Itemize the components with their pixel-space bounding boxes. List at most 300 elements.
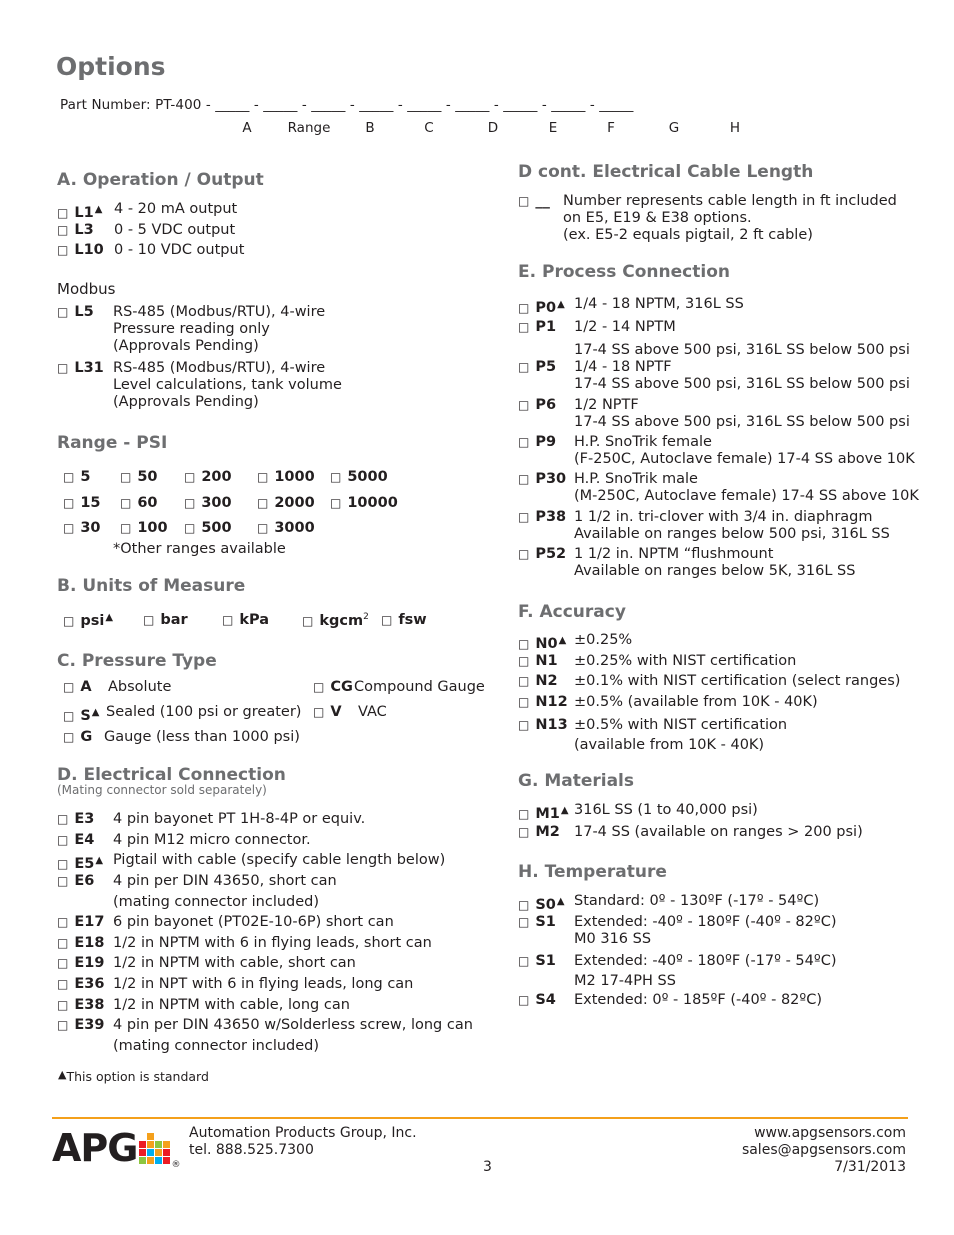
- option-row: [63, 704, 301, 725]
- checkbox-icon[interactable]: □: [120, 470, 132, 484]
- range-value: 500: [201, 520, 232, 536]
- option-desc: 1/2 in NPTM with cable, long can: [113, 997, 350, 1013]
- option-row: [518, 992, 822, 1009]
- option-label: [57, 242, 114, 259]
- option-row: [518, 914, 836, 948]
- checkbox-icon[interactable]: □: [184, 496, 196, 510]
- checkbox-icon[interactable]: □: [518, 954, 530, 968]
- footer-contact-block: [742, 1125, 906, 1176]
- section-title-cable: D cont. Electrical Cable Length: [518, 162, 814, 182]
- option-label: [518, 434, 574, 468]
- section-title-units: B. Units of Measure: [57, 576, 246, 596]
- range-value: 5: [80, 469, 91, 485]
- option-row: [518, 715, 787, 755]
- option-desc: ±0.5% (available from 10K - 40K): [574, 694, 818, 710]
- standard-option-icon: ▲: [560, 805, 569, 816]
- option-label: [518, 546, 574, 580]
- option-row: [518, 893, 819, 914]
- checkbox-icon[interactable]: □: [518, 194, 530, 208]
- range-option: [63, 495, 101, 511]
- unit-option: [143, 612, 188, 628]
- option-row: [313, 704, 387, 721]
- option-label: [313, 704, 358, 721]
- option-desc: 4 pin M12 micro connector.: [113, 832, 311, 848]
- section-title-materials: G. Materials: [518, 771, 635, 791]
- standard-option-icon: ▲: [557, 299, 565, 310]
- checkbox-icon[interactable]: □: [222, 613, 234, 627]
- option-code: P5: [535, 359, 557, 375]
- unit-option: [381, 612, 427, 628]
- option-desc: ±0.25% with NIST certification: [574, 653, 797, 669]
- option-label: [518, 992, 574, 1009]
- option-code: N1: [535, 653, 558, 669]
- checkbox-icon[interactable]: □: [57, 812, 69, 826]
- triangle-icon: ▲: [58, 1068, 67, 1081]
- option-row: [57, 953, 356, 974]
- range-value: 15: [80, 495, 101, 511]
- option-code: N2: [535, 673, 558, 689]
- section-title-process: E. Process Connection: [518, 262, 730, 282]
- standard-option-icon: ▲: [94, 204, 103, 215]
- option-code: S4: [535, 992, 556, 1008]
- range-option: [63, 520, 101, 536]
- range-note: *Other ranges available: [113, 541, 286, 557]
- option-desc: H.P. SnoTrik male (M-250C, Autoclave female) 17-4 SS above 10K: [574, 471, 919, 504]
- checkbox-icon[interactable]: □: [57, 956, 69, 970]
- option-label: [518, 914, 574, 948]
- checkbox-icon[interactable]: □: [184, 470, 196, 484]
- option-code: E19: [74, 955, 105, 971]
- option-code: M1: [535, 806, 560, 822]
- option-label: [57, 830, 113, 851]
- option-desc: ±0.25%: [574, 632, 633, 648]
- standard-option-icon: ▲: [105, 612, 114, 623]
- section-title-operation: A. Operation / Output: [57, 170, 264, 190]
- option-code: E4: [74, 832, 95, 848]
- option-code: E18: [74, 935, 105, 951]
- option-label: [518, 715, 574, 755]
- option-desc: 1/2 in NPT with 6 in flying leads, long can: [113, 976, 414, 992]
- checkbox-icon[interactable]: □: [57, 1018, 69, 1032]
- option-desc: Sealed (100 psi or greater): [106, 704, 302, 720]
- page-title: Options: [56, 52, 166, 81]
- option-desc: Gauge (less than 1000 psi): [104, 729, 300, 745]
- option-code: E36: [74, 976, 105, 992]
- checkbox-icon[interactable]: □: [120, 521, 132, 535]
- option-label: [518, 316, 574, 362]
- option-row: [57, 809, 365, 830]
- option-code: E17: [74, 914, 105, 930]
- checkbox-icon[interactable]: □: [63, 614, 75, 628]
- range-value: 5000: [347, 469, 388, 485]
- checkbox-icon[interactable]: □: [330, 496, 342, 510]
- option-row: [57, 201, 237, 222]
- option-code: N12: [535, 694, 568, 710]
- option-label: [63, 679, 108, 696]
- checkbox-icon[interactable]: □: [57, 223, 69, 237]
- option-row: [518, 653, 796, 670]
- option-label: [518, 359, 574, 393]
- option-desc: RS-485 (Modbus/RTU), 4-wire Level calculations, tank volume (Approvals Pending): [113, 360, 342, 410]
- standard-option-icon: ▲: [558, 635, 567, 646]
- option-row: [518, 824, 863, 841]
- option-desc: Pigtail with cable (specify cable length below): [113, 852, 446, 868]
- modbus-label: Modbus: [57, 280, 116, 298]
- option-row: [518, 397, 910, 431]
- option-desc: Absolute: [108, 679, 172, 695]
- option-code: S0: [535, 897, 556, 913]
- unit-code: fsw: [398, 612, 427, 628]
- option-desc: 1/2 in NPTM with 6 in flying leads, short can: [113, 935, 432, 951]
- option-row: [63, 729, 300, 746]
- footer-tel: tel. 888.525.7300: [189, 1142, 314, 1158]
- option-code: S: [80, 708, 91, 724]
- logo-grid-icon: [139, 1133, 170, 1164]
- unit-option: [222, 612, 269, 628]
- option-label: [57, 912, 113, 933]
- checkbox-icon[interactable]: □: [518, 510, 530, 524]
- range-option: [63, 469, 90, 485]
- option-label: [57, 953, 113, 974]
- range-value: 300: [201, 495, 232, 511]
- option-label: [57, 933, 113, 954]
- option-desc: 0 - 10 VDC output: [114, 242, 245, 258]
- option-desc: 1/4 - 18 NPTF 17-4 SS above 500 psi, 316L SS below 500 psi: [574, 359, 910, 392]
- option-label: [57, 222, 114, 239]
- option-row: [518, 802, 758, 823]
- option-label: [518, 296, 574, 317]
- checkbox-icon[interactable]: □: [313, 680, 325, 694]
- option-desc: 316L SS (1 to 40,000 psi): [574, 802, 758, 818]
- option-code: L31: [74, 360, 104, 376]
- option-row: [518, 632, 632, 653]
- option-desc: 1/2 NPTF 17-4 SS above 500 psi, 316L SS below 500 psi: [574, 397, 910, 430]
- range-option: [257, 495, 315, 511]
- part-number-column-label: E: [548, 120, 558, 136]
- option-row: [518, 673, 900, 690]
- option-label: [57, 1015, 113, 1057]
- footer-date: 7/31/2013: [834, 1159, 906, 1175]
- checkbox-icon[interactable]: □: [57, 206, 69, 220]
- checkbox-icon[interactable]: □: [257, 496, 269, 510]
- checkbox-icon[interactable]: □: [518, 898, 530, 912]
- checkbox-icon[interactable]: □: [63, 496, 75, 510]
- range-value: 200: [201, 469, 232, 485]
- option-label: [57, 360, 113, 411]
- option-desc: 1/2 in NPTM with cable, short can: [113, 955, 356, 971]
- checkbox-icon[interactable]: □: [518, 547, 530, 561]
- checkbox-icon[interactable]: □: [518, 398, 530, 412]
- checkbox-icon[interactable]: □: [120, 496, 132, 510]
- footer-web[interactable]: www.apgsensors.com: [754, 1125, 906, 1141]
- option-label: [57, 974, 113, 995]
- range-option: [120, 469, 158, 485]
- option-row: [57, 304, 325, 355]
- range-option: [120, 520, 168, 536]
- checkbox-icon[interactable]: □: [518, 654, 530, 668]
- option-label: [57, 995, 113, 1016]
- option-desc: 1/2 - 14 NPTM 17-4 SS above 500 psi, 316L SS below 500 psi: [574, 319, 910, 358]
- option-row: [313, 679, 485, 696]
- registered-icon: ®: [171, 1160, 181, 1170]
- option-code: G: [80, 729, 93, 745]
- option-desc: 6 pin bayonet (PT02E-10-6P) short can: [113, 914, 394, 930]
- option-row: [57, 912, 394, 933]
- option-desc: 1/4 - 18 NPTM, 316L SS: [574, 296, 744, 312]
- option-desc: 17-4 SS (available on ranges > 200 psi): [574, 824, 863, 840]
- option-row: [518, 509, 890, 543]
- option-label: [518, 632, 574, 653]
- option-row: [57, 933, 432, 954]
- checkbox-icon[interactable]: □: [518, 718, 530, 732]
- option-label: [518, 673, 574, 690]
- option-label: [57, 809, 113, 830]
- range-option: [184, 520, 232, 536]
- option-row: [518, 471, 919, 505]
- range-value: 100: [137, 520, 168, 536]
- option-code: P0: [535, 300, 557, 316]
- option-code: P6: [535, 397, 557, 413]
- standard-option-icon: ▲: [556, 896, 565, 907]
- checkbox-icon[interactable]: □: [518, 360, 530, 374]
- checkbox-icon[interactable]: □: [518, 320, 530, 334]
- option-label: [518, 824, 574, 841]
- part-number-line: Part Number: PT-400 - _____ - _____ - _____ - _____ - _____ - _____ - _____ - _____ - _____: [60, 97, 634, 113]
- checkbox-icon[interactable]: □: [302, 613, 314, 628]
- option-code: M2: [535, 824, 560, 840]
- option-label: [518, 893, 574, 914]
- checkbox-icon[interactable]: □: [57, 857, 69, 871]
- unit-code: kgcm: [319, 612, 364, 629]
- checkbox-icon[interactable]: □: [57, 361, 69, 375]
- unit-code: kPa: [239, 612, 270, 628]
- option-row: [518, 951, 836, 991]
- option-code: __: [535, 193, 550, 209]
- checkbox-icon[interactable]: □: [518, 435, 530, 449]
- checkbox-icon[interactable]: □: [57, 998, 69, 1012]
- option-desc: 0 - 5 VDC output: [114, 222, 236, 238]
- range-value: 2000: [274, 495, 315, 511]
- option-code: E5: [74, 856, 95, 872]
- section-title-pressure-type: C. Pressure Type: [57, 651, 217, 671]
- option-code: L1: [74, 205, 94, 221]
- option-desc: Extended: -40º - 180ºF (-17º - 54ºC) M2 17-4PH SS: [574, 953, 837, 989]
- option-desc: 4 - 20 mA output: [114, 201, 238, 217]
- range-option: [330, 495, 398, 511]
- checkbox-icon[interactable]: □: [518, 472, 530, 486]
- option-code: P30: [535, 471, 567, 487]
- unit-option: [302, 612, 369, 629]
- option-code: E39: [74, 1017, 105, 1033]
- checkbox-icon[interactable]: □: [518, 993, 530, 1007]
- checkbox-icon[interactable]: □: [57, 243, 69, 257]
- footer-divider: [52, 1117, 908, 1119]
- option-label: [518, 509, 574, 543]
- option-row: [518, 316, 910, 362]
- range-value: 10000: [347, 495, 398, 511]
- standard-note: [57, 1068, 209, 1084]
- checkbox-icon[interactable]: □: [63, 521, 75, 535]
- checkbox-icon[interactable]: □: [63, 730, 75, 744]
- option-row: [57, 830, 311, 851]
- section-title-accuracy: F. Accuracy: [518, 602, 626, 622]
- option-row: [57, 974, 413, 995]
- option-desc: 1 1/2 in. tri-clover with 3/4 in. diaphragm Available on ranges below 500 psi, 316L SS: [574, 509, 890, 542]
- checkbox-icon[interactable]: □: [518, 674, 530, 688]
- checkbox-icon[interactable]: □: [57, 936, 69, 950]
- option-code: L3: [74, 222, 94, 238]
- option-code: P1: [535, 319, 557, 335]
- option-desc: Compound Gauge: [354, 679, 485, 695]
- option-desc: H.P. SnoTrik female (F-250C, Autoclave female) 17-4 SS above 10K: [574, 434, 915, 467]
- option-cable-length: [518, 193, 897, 244]
- footer-email[interactable]: sales@apgsensors.com: [741, 1142, 906, 1158]
- option-code: P38: [535, 509, 567, 525]
- option-label: [63, 729, 104, 746]
- checkbox-icon[interactable]: □: [257, 470, 269, 484]
- range-option: [257, 469, 315, 485]
- option-code: E3: [74, 811, 95, 827]
- logo-text: APG: [52, 1126, 138, 1170]
- range-option: [184, 469, 232, 485]
- unit-code: psi: [80, 613, 105, 629]
- option-row: [518, 296, 744, 317]
- checkbox-icon[interactable]: □: [63, 709, 75, 723]
- standard-note-text: This option is standard: [66, 1069, 209, 1084]
- option-row: [518, 694, 818, 711]
- checkbox-icon[interactable]: □: [518, 695, 530, 709]
- option-row: [57, 360, 342, 411]
- option-desc: 4 pin per DIN 43650, short can (mating connector included): [113, 873, 337, 910]
- footer-company: Automation Products Group, Inc.: [189, 1125, 417, 1141]
- standard-option-icon: ▲: [91, 707, 100, 718]
- unit-option: [63, 612, 113, 629]
- section-subtitle-electrical: (Mating connector sold separately): [57, 783, 267, 797]
- range-option: [184, 495, 232, 511]
- option-code: E6: [74, 873, 95, 889]
- checkbox-icon[interactable]: □: [518, 637, 530, 651]
- checkbox-icon[interactable]: □: [63, 680, 75, 694]
- part-number-column-label: D: [487, 120, 499, 136]
- option-label: [518, 951, 574, 991]
- option-code: L10: [74, 242, 104, 258]
- option-code: L5: [74, 304, 94, 320]
- option-code: A: [80, 679, 92, 695]
- option-label: [518, 653, 574, 670]
- option-desc: 4 pin per DIN 43650 w/Solderless screw, long can (mating connector included): [113, 1017, 473, 1054]
- part-number-column-label: G: [668, 120, 680, 136]
- checkbox-icon[interactable]: □: [330, 470, 342, 484]
- option-label: [63, 704, 106, 725]
- option-label: [518, 802, 574, 823]
- option-desc: ±0.5% with NIST certification (available from 10K - 40K): [574, 717, 788, 753]
- range-value: 3000: [274, 520, 315, 536]
- checkbox-icon[interactable]: □: [57, 874, 69, 888]
- option-row: [518, 359, 910, 393]
- section-title-electrical: D. Electrical Connection: [57, 765, 286, 785]
- footer-company-block: [189, 1125, 417, 1159]
- option-desc: ±0.1% with NIST certification (select ranges): [574, 673, 901, 689]
- part-number-column-label: B: [365, 120, 375, 136]
- option-code: P52: [535, 546, 567, 562]
- option-desc: 1 1/2 in. NPTM “flushmount Available on ranges below 5K, 316L SS: [574, 546, 856, 579]
- option-row: [57, 242, 244, 259]
- checkbox-icon[interactable]: □: [518, 915, 530, 929]
- option-code: P9: [535, 434, 557, 450]
- option-code: N0: [535, 636, 558, 652]
- checkbox-icon[interactable]: □: [184, 521, 196, 535]
- option-code: CG: [330, 679, 353, 695]
- part-number-column-label: F: [607, 120, 615, 136]
- checkbox-icon[interactable]: □: [313, 705, 325, 719]
- option-code: S1: [535, 953, 556, 969]
- option-code: V: [330, 704, 342, 720]
- option-label: [57, 871, 113, 913]
- option-row: [63, 679, 171, 696]
- checkbox-icon[interactable]: □: [518, 825, 530, 839]
- unit-code: bar: [160, 612, 188, 628]
- option-label: [57, 201, 114, 222]
- option-row: [518, 434, 915, 468]
- range-option: [257, 520, 315, 536]
- checkbox-icon[interactable]: □: [518, 807, 530, 821]
- option-desc: Number represents cable length in ft included on E5, E19 & E38 options. (ex. E5-2 equals pigtail, 2 ft cable): [563, 193, 897, 243]
- part-number-column-label: Range: [287, 120, 331, 136]
- option-row: [57, 871, 337, 913]
- section-title-temperature: H. Temperature: [518, 862, 667, 882]
- checkbox-icon[interactable]: □: [518, 301, 530, 315]
- range-value: 50: [137, 469, 158, 485]
- option-desc: RS-485 (Modbus/RTU), 4-wire Pressure reading only (Approvals Pending): [113, 304, 326, 354]
- option-label: [518, 471, 574, 505]
- range-option: [330, 469, 388, 485]
- checkbox-icon[interactable]: □: [63, 470, 75, 484]
- standard-option-icon: ▲: [95, 855, 104, 866]
- checkbox-icon[interactable]: □: [57, 833, 69, 847]
- part-number-column-label: C: [424, 120, 434, 136]
- option-desc: Extended: -40º - 180ºF (-40º - 82ºC) M0 316 SS: [574, 914, 837, 947]
- range-value: 1000: [274, 469, 315, 485]
- range-value: 60: [137, 495, 158, 511]
- option-row: [57, 1015, 473, 1057]
- option-desc: Extended: 0º - 185ºF (-40º - 82ºC): [574, 992, 823, 1008]
- checkbox-icon[interactable]: □: [57, 977, 69, 991]
- checkbox-icon[interactable]: □: [143, 613, 155, 627]
- range-option: [120, 495, 158, 511]
- option-code: N13: [535, 717, 568, 733]
- part-number-column-label: A: [242, 120, 252, 136]
- option-code: E38: [74, 997, 105, 1013]
- option-label: [518, 397, 574, 431]
- option-label: [313, 679, 354, 696]
- option-desc: 4 pin bayonet PT 1H-8-4P or equiv.: [113, 811, 366, 827]
- checkbox-icon[interactable]: □: [57, 305, 69, 319]
- option-row: [57, 222, 235, 239]
- option-label: [57, 304, 113, 355]
- checkbox-icon[interactable]: □: [57, 915, 69, 929]
- option-desc: Standard: 0º - 130ºF (-17º - 54ºC): [574, 893, 820, 909]
- option-row: [518, 546, 855, 580]
- checkbox-icon[interactable]: □: [381, 613, 393, 627]
- option-row: [57, 995, 350, 1016]
- checkbox-icon[interactable]: □: [257, 521, 269, 535]
- section-title-range: Range - PSI: [57, 433, 168, 453]
- option-label: [518, 694, 574, 711]
- option-desc: VAC: [358, 704, 387, 720]
- part-number-column-label: H: [729, 120, 741, 136]
- footer-page-number: 3: [483, 1159, 492, 1175]
- option-code: S1: [535, 914, 556, 930]
